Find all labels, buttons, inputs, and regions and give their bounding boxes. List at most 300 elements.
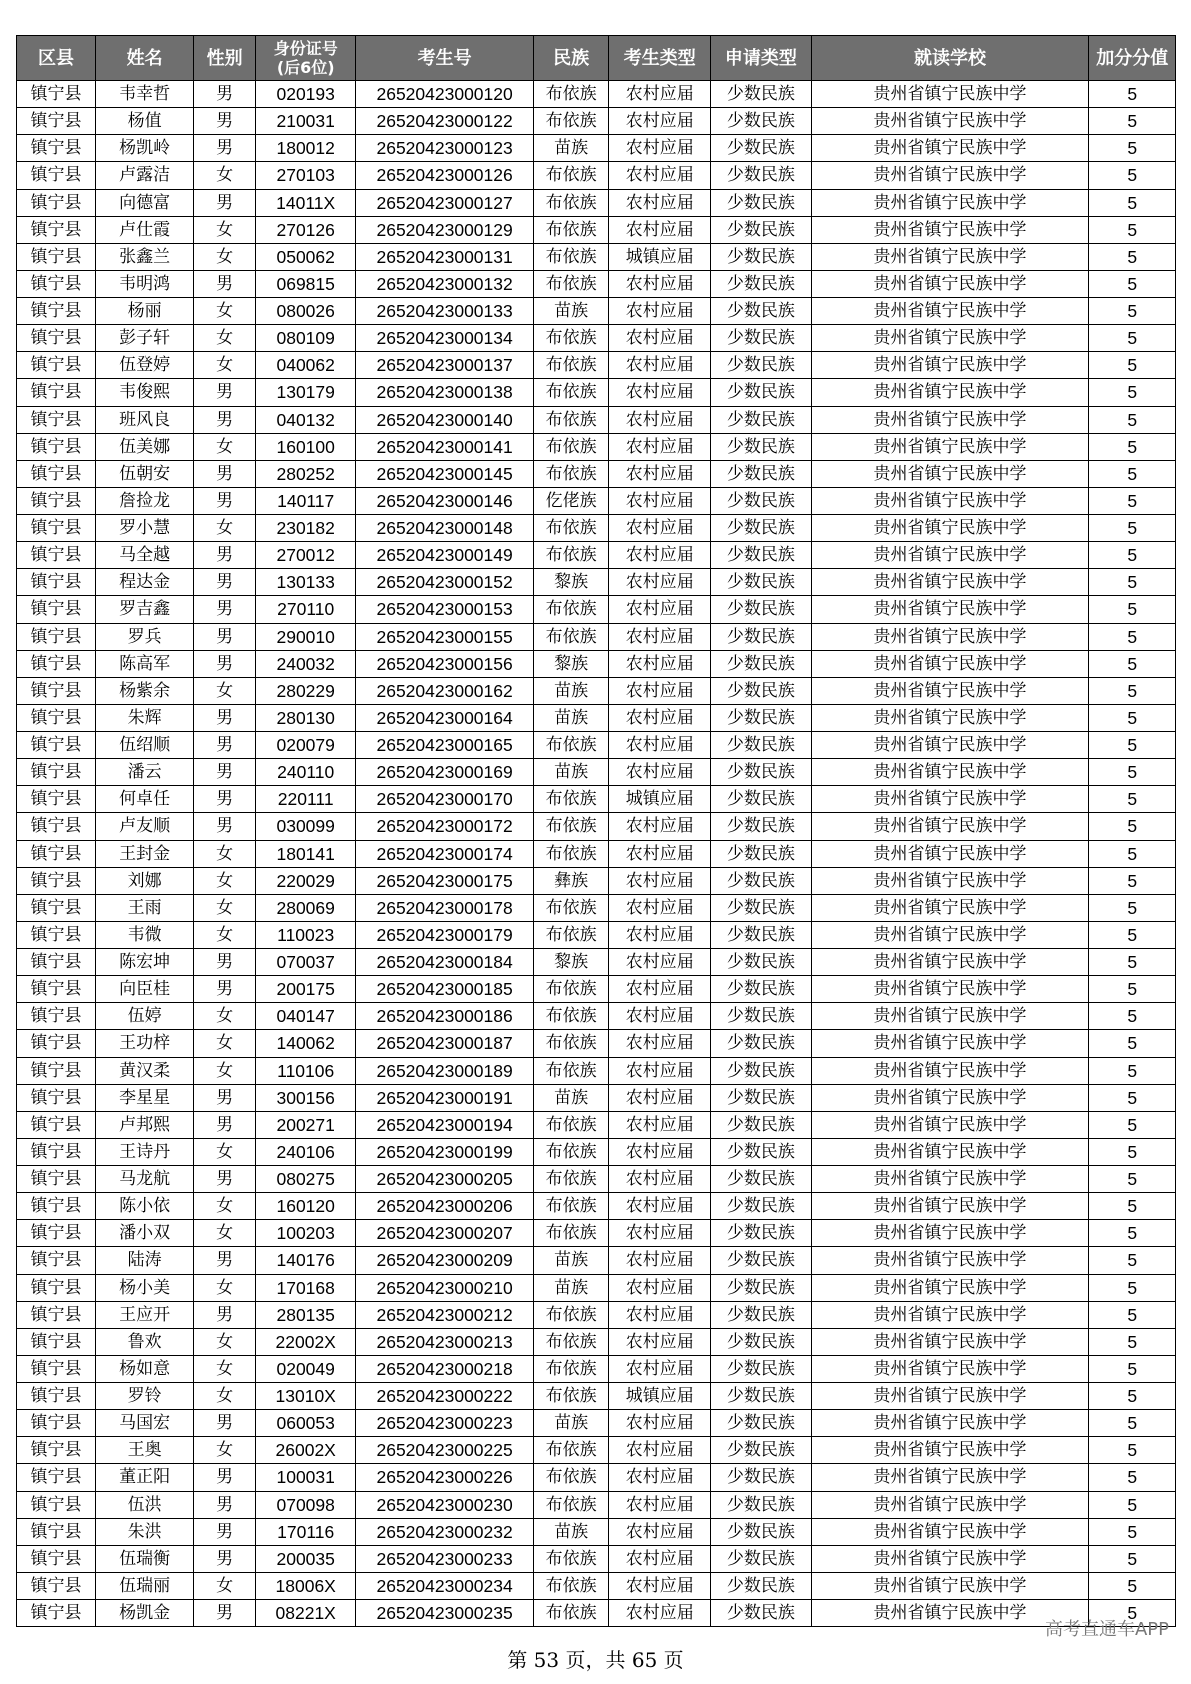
table-row [17,406,1176,433]
cell-school: 贵州省镇宁民族中学 [811,976,1089,1003]
cell-county: 镇宁县 [17,704,96,731]
cell-school: 贵州省镇宁民族中学 [811,108,1089,135]
cell-apply-type: 少数民族 [711,270,812,297]
cell-exam-number: 26520423000162 [356,677,533,704]
cell-exam-number: 26520423000148 [356,515,533,542]
cell-id-suffix: 130179 [255,379,356,406]
cell-id-suffix: 160120 [255,1193,356,1220]
cell-county: 镇宁县 [17,1138,96,1165]
cell-gender: 女 [194,840,256,867]
cell-name: 王雨 [95,894,193,921]
cell-apply-type: 少数民族 [711,732,812,759]
cell-id-suffix: 100203 [255,1220,356,1247]
cell-id-suffix: 069815 [255,270,356,297]
cell-id-suffix: 280252 [255,460,356,487]
cell-candidate-type: 农村应届 [609,433,711,460]
cell-gender: 女 [194,216,256,243]
cell-candidate-type: 农村应届 [609,1138,711,1165]
cell-school: 贵州省镇宁民族中学 [811,1193,1089,1220]
table-row [17,352,1176,379]
cell-bonus: 5 [1089,921,1176,948]
cell-apply-type: 少数民族 [711,1545,812,1572]
table-row [17,298,1176,325]
table-row [17,1301,1176,1328]
cell-school: 贵州省镇宁民族中学 [811,569,1089,596]
cell-gender: 男 [194,976,256,1003]
cell-county: 镇宁县 [17,1274,96,1301]
cell-county: 镇宁县 [17,813,96,840]
cell-bonus: 5 [1089,189,1176,216]
cell-ethnicity: 布依族 [533,1545,609,1572]
cell-candidate-type: 农村应届 [609,949,711,976]
cell-exam-number: 26520423000138 [356,379,533,406]
cell-candidate-type: 农村应届 [609,1600,711,1627]
cell-ethnicity: 布依族 [533,1003,609,1030]
cell-apply-type: 少数民族 [711,569,812,596]
header-bonus: 加分分值 [1089,36,1176,81]
cell-id-suffix: 18006X [255,1572,356,1599]
cell-exam-number: 26520423000191 [356,1084,533,1111]
cell-name: 伍瑞丽 [95,1572,193,1599]
cell-county: 镇宁县 [17,1328,96,1355]
cell-ethnicity: 苗族 [533,1274,609,1301]
cell-gender: 男 [194,949,256,976]
cell-id-suffix: 230182 [255,515,356,542]
cell-county: 镇宁县 [17,189,96,216]
cell-apply-type: 少数民族 [711,1355,812,1382]
cell-bonus: 5 [1089,1220,1176,1247]
table-row [17,1572,1176,1599]
header-candidate-type: 考生类型 [609,36,711,81]
cell-county: 镇宁县 [17,352,96,379]
cell-apply-type: 少数民族 [711,976,812,1003]
cell-apply-type: 少数民族 [711,406,812,433]
cell-exam-number: 26520423000172 [356,813,533,840]
cell-school: 贵州省镇宁民族中学 [811,1247,1089,1274]
cell-ethnicity: 布依族 [533,406,609,433]
cell-exam-number: 26520423000165 [356,732,533,759]
cell-id-suffix: 08221X [255,1600,356,1627]
table-row [17,1220,1176,1247]
cell-bonus: 5 [1089,216,1176,243]
cell-name: 陈高军 [95,650,193,677]
cell-gender: 男 [194,596,256,623]
table-row [17,1464,1176,1491]
cell-exam-number: 26520423000194 [356,1111,533,1138]
table-row [17,1247,1176,1274]
cell-candidate-type: 农村应届 [609,1518,711,1545]
cell-id-suffix: 280229 [255,677,356,704]
cell-name: 伍婷 [95,1003,193,1030]
cell-county: 镇宁县 [17,108,96,135]
cell-name: 向臣桂 [95,976,193,1003]
cell-candidate-type: 农村应届 [609,135,711,162]
cell-candidate-type: 农村应届 [609,1193,711,1220]
cell-candidate-type: 农村应届 [609,1057,711,1084]
cell-school: 贵州省镇宁民族中学 [811,623,1089,650]
cell-gender: 女 [194,1193,256,1220]
cell-school: 贵州省镇宁民族中学 [811,189,1089,216]
cell-name: 伍绍顺 [95,732,193,759]
cell-exam-number: 26520423000140 [356,406,533,433]
cell-exam-number: 26520423000187 [356,1030,533,1057]
cell-gender: 女 [194,162,256,189]
table-body [17,81,1176,1627]
cell-candidate-type: 农村应届 [609,732,711,759]
cell-bonus: 5 [1089,596,1176,623]
cell-apply-type: 少数民族 [711,921,812,948]
cell-county: 镇宁县 [17,1355,96,1382]
cell-ethnicity: 布依族 [533,596,609,623]
cell-apply-type: 少数民族 [711,1328,812,1355]
cell-exam-number: 26520423000134 [356,325,533,352]
cell-bonus: 5 [1089,1003,1176,1030]
table-row [17,921,1176,948]
cell-candidate-type: 农村应届 [609,1220,711,1247]
cell-exam-number: 26520423000185 [356,976,533,1003]
cell-bonus: 5 [1089,460,1176,487]
table-row [17,1166,1176,1193]
cell-gender: 男 [194,1166,256,1193]
cell-ethnicity: 布依族 [533,813,609,840]
cell-candidate-type: 农村应届 [609,867,711,894]
cell-ethnicity: 布依族 [533,1220,609,1247]
cell-gender: 男 [194,108,256,135]
cell-gender: 男 [194,1301,256,1328]
cell-apply-type: 少数民族 [711,487,812,514]
cell-ethnicity: 彝族 [533,867,609,894]
cell-ethnicity: 布依族 [533,1355,609,1382]
cell-name: 王奥 [95,1437,193,1464]
cell-name: 韦明鸿 [95,270,193,297]
cell-exam-number: 26520423000225 [356,1437,533,1464]
cell-bonus: 5 [1089,1545,1176,1572]
cell-name: 陆涛 [95,1247,193,1274]
cell-gender: 女 [194,1274,256,1301]
table-row [17,460,1176,487]
cell-bonus: 5 [1089,542,1176,569]
cell-candidate-type: 农村应届 [609,840,711,867]
cell-name: 伍朝安 [95,460,193,487]
cell-ethnicity: 苗族 [533,298,609,325]
cell-school: 贵州省镇宁民族中学 [811,921,1089,948]
cell-gender: 男 [194,487,256,514]
cell-id-suffix: 240032 [255,650,356,677]
cell-candidate-type: 农村应届 [609,460,711,487]
cell-id-suffix: 020193 [255,81,356,108]
cell-candidate-type: 农村应届 [609,1030,711,1057]
cell-exam-number: 26520423000152 [356,569,533,596]
cell-apply-type: 少数民族 [711,1138,812,1165]
cell-name: 王诗丹 [95,1138,193,1165]
cell-gender: 男 [194,1111,256,1138]
cell-bonus: 5 [1089,325,1176,352]
cell-school: 贵州省镇宁民族中学 [811,759,1089,786]
cell-exam-number: 26520423000122 [356,108,533,135]
cell-apply-type: 少数民族 [711,379,812,406]
cell-gender: 女 [194,1437,256,1464]
cell-bonus: 5 [1089,894,1176,921]
cell-ethnicity: 布依族 [533,433,609,460]
cell-exam-number: 26520423000206 [356,1193,533,1220]
table-row [17,433,1176,460]
cell-exam-number: 26520423000155 [356,623,533,650]
cell-apply-type: 少数民族 [711,623,812,650]
cell-county: 镇宁县 [17,1247,96,1274]
cell-bonus: 5 [1089,623,1176,650]
cell-ethnicity: 布依族 [533,243,609,270]
cell-county: 镇宁县 [17,1600,96,1627]
table-row [17,623,1176,650]
cell-bonus: 5 [1089,487,1176,514]
cell-id-suffix: 240106 [255,1138,356,1165]
cell-bonus: 5 [1089,1437,1176,1464]
cell-county: 镇宁县 [17,867,96,894]
cell-bonus: 5 [1089,704,1176,731]
cell-gender: 女 [194,1572,256,1599]
cell-gender: 男 [194,786,256,813]
table-row [17,162,1176,189]
cell-id-suffix: 100031 [255,1464,356,1491]
cell-exam-number: 26520423000179 [356,921,533,948]
cell-ethnicity: 布依族 [533,1491,609,1518]
cell-candidate-type: 农村应届 [609,1301,711,1328]
cell-name: 罗兵 [95,623,193,650]
cell-name: 鲁欢 [95,1328,193,1355]
cell-county: 镇宁县 [17,515,96,542]
cell-candidate-type: 农村应届 [609,759,711,786]
cell-school: 贵州省镇宁民族中学 [811,1003,1089,1030]
cell-exam-number: 26520423000213 [356,1328,533,1355]
cell-id-suffix: 140062 [255,1030,356,1057]
cell-name: 杨如意 [95,1355,193,1382]
cell-name: 向德富 [95,189,193,216]
cell-school: 贵州省镇宁民族中学 [811,1301,1089,1328]
cell-apply-type: 少数民族 [711,135,812,162]
cell-ethnicity: 布依族 [533,325,609,352]
table-row [17,1383,1176,1410]
cell-exam-number: 26520423000146 [356,487,533,514]
cell-county: 镇宁县 [17,1003,96,1030]
cell-bonus: 5 [1089,433,1176,460]
cell-county: 镇宁县 [17,298,96,325]
table-row [17,786,1176,813]
cell-candidate-type: 农村应届 [609,487,711,514]
cell-exam-number: 26520423000235 [356,1600,533,1627]
cell-school: 贵州省镇宁民族中学 [811,813,1089,840]
table-row [17,813,1176,840]
cell-apply-type: 少数民族 [711,1166,812,1193]
cell-exam-number: 26520423000131 [356,243,533,270]
cell-apply-type: 少数民族 [711,243,812,270]
cell-candidate-type: 城镇应届 [609,786,711,813]
cell-gender: 男 [194,623,256,650]
cell-id-suffix: 280069 [255,894,356,921]
header-county: 区县 [17,36,96,81]
cell-school: 贵州省镇宁民族中学 [811,298,1089,325]
cell-candidate-type: 农村应届 [609,325,711,352]
cell-bonus: 5 [1089,406,1176,433]
cell-gender: 女 [194,298,256,325]
cell-id-suffix: 280135 [255,1301,356,1328]
cell-bonus: 5 [1089,270,1176,297]
cell-bonus: 5 [1089,162,1176,189]
cell-name: 韦幸哲 [95,81,193,108]
cell-id-suffix: 170116 [255,1518,356,1545]
cell-name: 董正阳 [95,1464,193,1491]
cell-school: 贵州省镇宁民族中学 [811,677,1089,704]
cell-bonus: 5 [1089,1491,1176,1518]
cell-exam-number: 26520423000132 [356,270,533,297]
cell-id-suffix: 22002X [255,1328,356,1355]
cell-bonus: 5 [1089,1355,1176,1382]
cell-ethnicity: 布依族 [533,1166,609,1193]
cell-gender: 男 [194,379,256,406]
cell-ethnicity: 布依族 [533,786,609,813]
cell-county: 镇宁县 [17,1030,96,1057]
cell-school: 贵州省镇宁民族中学 [811,1138,1089,1165]
table-row [17,81,1176,108]
cell-name: 朱洪 [95,1518,193,1545]
cell-exam-number: 26520423000178 [356,894,533,921]
cell-gender: 女 [194,515,256,542]
cell-exam-number: 26520423000218 [356,1355,533,1382]
cell-candidate-type: 农村应届 [609,1545,711,1572]
cell-bonus: 5 [1089,1383,1176,1410]
cell-name: 杨丽 [95,298,193,325]
cell-gender: 男 [194,1600,256,1627]
cell-id-suffix: 140176 [255,1247,356,1274]
cell-bonus: 5 [1089,1057,1176,1084]
cell-apply-type: 少数民族 [711,650,812,677]
cell-bonus: 5 [1089,298,1176,325]
cell-candidate-type: 农村应届 [609,1572,711,1599]
cell-ethnicity: 苗族 [533,1518,609,1545]
cell-ethnicity: 布依族 [533,1111,609,1138]
cell-apply-type: 少数民族 [711,162,812,189]
cell-county: 镇宁县 [17,433,96,460]
cell-candidate-type: 农村应届 [609,1355,711,1382]
cell-ethnicity: 苗族 [533,1410,609,1437]
cell-ethnicity: 黎族 [533,949,609,976]
cell-apply-type: 少数民族 [711,840,812,867]
cell-id-suffix: 020079 [255,732,356,759]
table-row [17,108,1176,135]
cell-apply-type: 少数民族 [711,1518,812,1545]
cell-apply-type: 少数民族 [711,1084,812,1111]
cell-name: 杨值 [95,108,193,135]
cell-id-suffix: 220029 [255,867,356,894]
cell-ethnicity: 布依族 [533,542,609,569]
cell-school: 贵州省镇宁民族中学 [811,81,1089,108]
table-row [17,1030,1176,1057]
cell-ethnicity: 仡佬族 [533,487,609,514]
cell-name: 潘小双 [95,1220,193,1247]
cell-id-suffix: 050062 [255,243,356,270]
cell-ethnicity: 布依族 [533,921,609,948]
cell-name: 伍洪 [95,1491,193,1518]
cell-apply-type: 少数民族 [711,1464,812,1491]
table-row [17,325,1176,352]
table-row [17,1491,1176,1518]
cell-bonus: 5 [1089,1600,1176,1627]
header-id-line2: (后6位) [276,58,335,77]
cell-gender: 男 [194,460,256,487]
cell-county: 镇宁县 [17,840,96,867]
cell-school: 贵州省镇宁民族中学 [811,1464,1089,1491]
cell-candidate-type: 农村应届 [609,894,711,921]
cell-apply-type: 少数民族 [711,189,812,216]
cell-ethnicity: 布依族 [533,1057,609,1084]
cell-apply-type: 少数民族 [711,949,812,976]
cell-apply-type: 少数民族 [711,216,812,243]
cell-name: 王应开 [95,1301,193,1328]
cell-bonus: 5 [1089,569,1176,596]
cell-ethnicity: 黎族 [533,569,609,596]
cell-ethnicity: 布依族 [533,162,609,189]
cell-id-suffix: 070037 [255,949,356,976]
cell-candidate-type: 农村应届 [609,921,711,948]
app-watermark: 高考直通车APP [1044,1619,1169,1640]
cell-exam-number: 26520423000199 [356,1138,533,1165]
cell-gender: 女 [194,1138,256,1165]
cell-bonus: 5 [1089,1111,1176,1138]
cell-county: 镇宁县 [17,732,96,759]
cell-bonus: 5 [1089,1301,1176,1328]
cell-ethnicity: 布依族 [533,976,609,1003]
table-row [17,596,1176,623]
cell-apply-type: 少数民族 [711,894,812,921]
cell-name: 班风良 [95,406,193,433]
cell-exam-number: 26520423000186 [356,1003,533,1030]
bonus-points-table [16,35,1176,1627]
table-row [17,487,1176,514]
cell-apply-type: 少数民族 [711,596,812,623]
cell-county: 镇宁县 [17,1545,96,1572]
cell-gender: 男 [194,650,256,677]
cell-exam-number: 26520423000120 [356,81,533,108]
cell-school: 贵州省镇宁民族中学 [811,1437,1089,1464]
cell-school: 贵州省镇宁民族中学 [811,1491,1089,1518]
table-row [17,1274,1176,1301]
cell-apply-type: 少数民族 [711,1600,812,1627]
cell-id-suffix: 280130 [255,704,356,731]
cell-bonus: 5 [1089,108,1176,135]
cell-bonus: 5 [1089,1030,1176,1057]
cell-exam-number: 26520423000234 [356,1572,533,1599]
cell-county: 镇宁县 [17,1464,96,1491]
cell-county: 镇宁县 [17,406,96,433]
header-gender: 性别 [194,36,256,81]
cell-school: 贵州省镇宁民族中学 [811,515,1089,542]
cell-id-suffix: 080026 [255,298,356,325]
cell-bonus: 5 [1089,949,1176,976]
cell-gender: 男 [194,1410,256,1437]
cell-ethnicity: 布依族 [533,1383,609,1410]
cell-bonus: 5 [1089,1274,1176,1301]
cell-candidate-type: 农村应届 [609,542,711,569]
cell-id-suffix: 110106 [255,1057,356,1084]
table-row [17,379,1176,406]
cell-gender: 女 [194,1383,256,1410]
cell-name: 潘云 [95,759,193,786]
cell-county: 镇宁县 [17,1166,96,1193]
cell-candidate-type: 农村应届 [609,406,711,433]
cell-bonus: 5 [1089,1328,1176,1355]
cell-candidate-type: 农村应届 [609,298,711,325]
cell-exam-number: 26520423000156 [356,650,533,677]
cell-bonus: 5 [1089,650,1176,677]
